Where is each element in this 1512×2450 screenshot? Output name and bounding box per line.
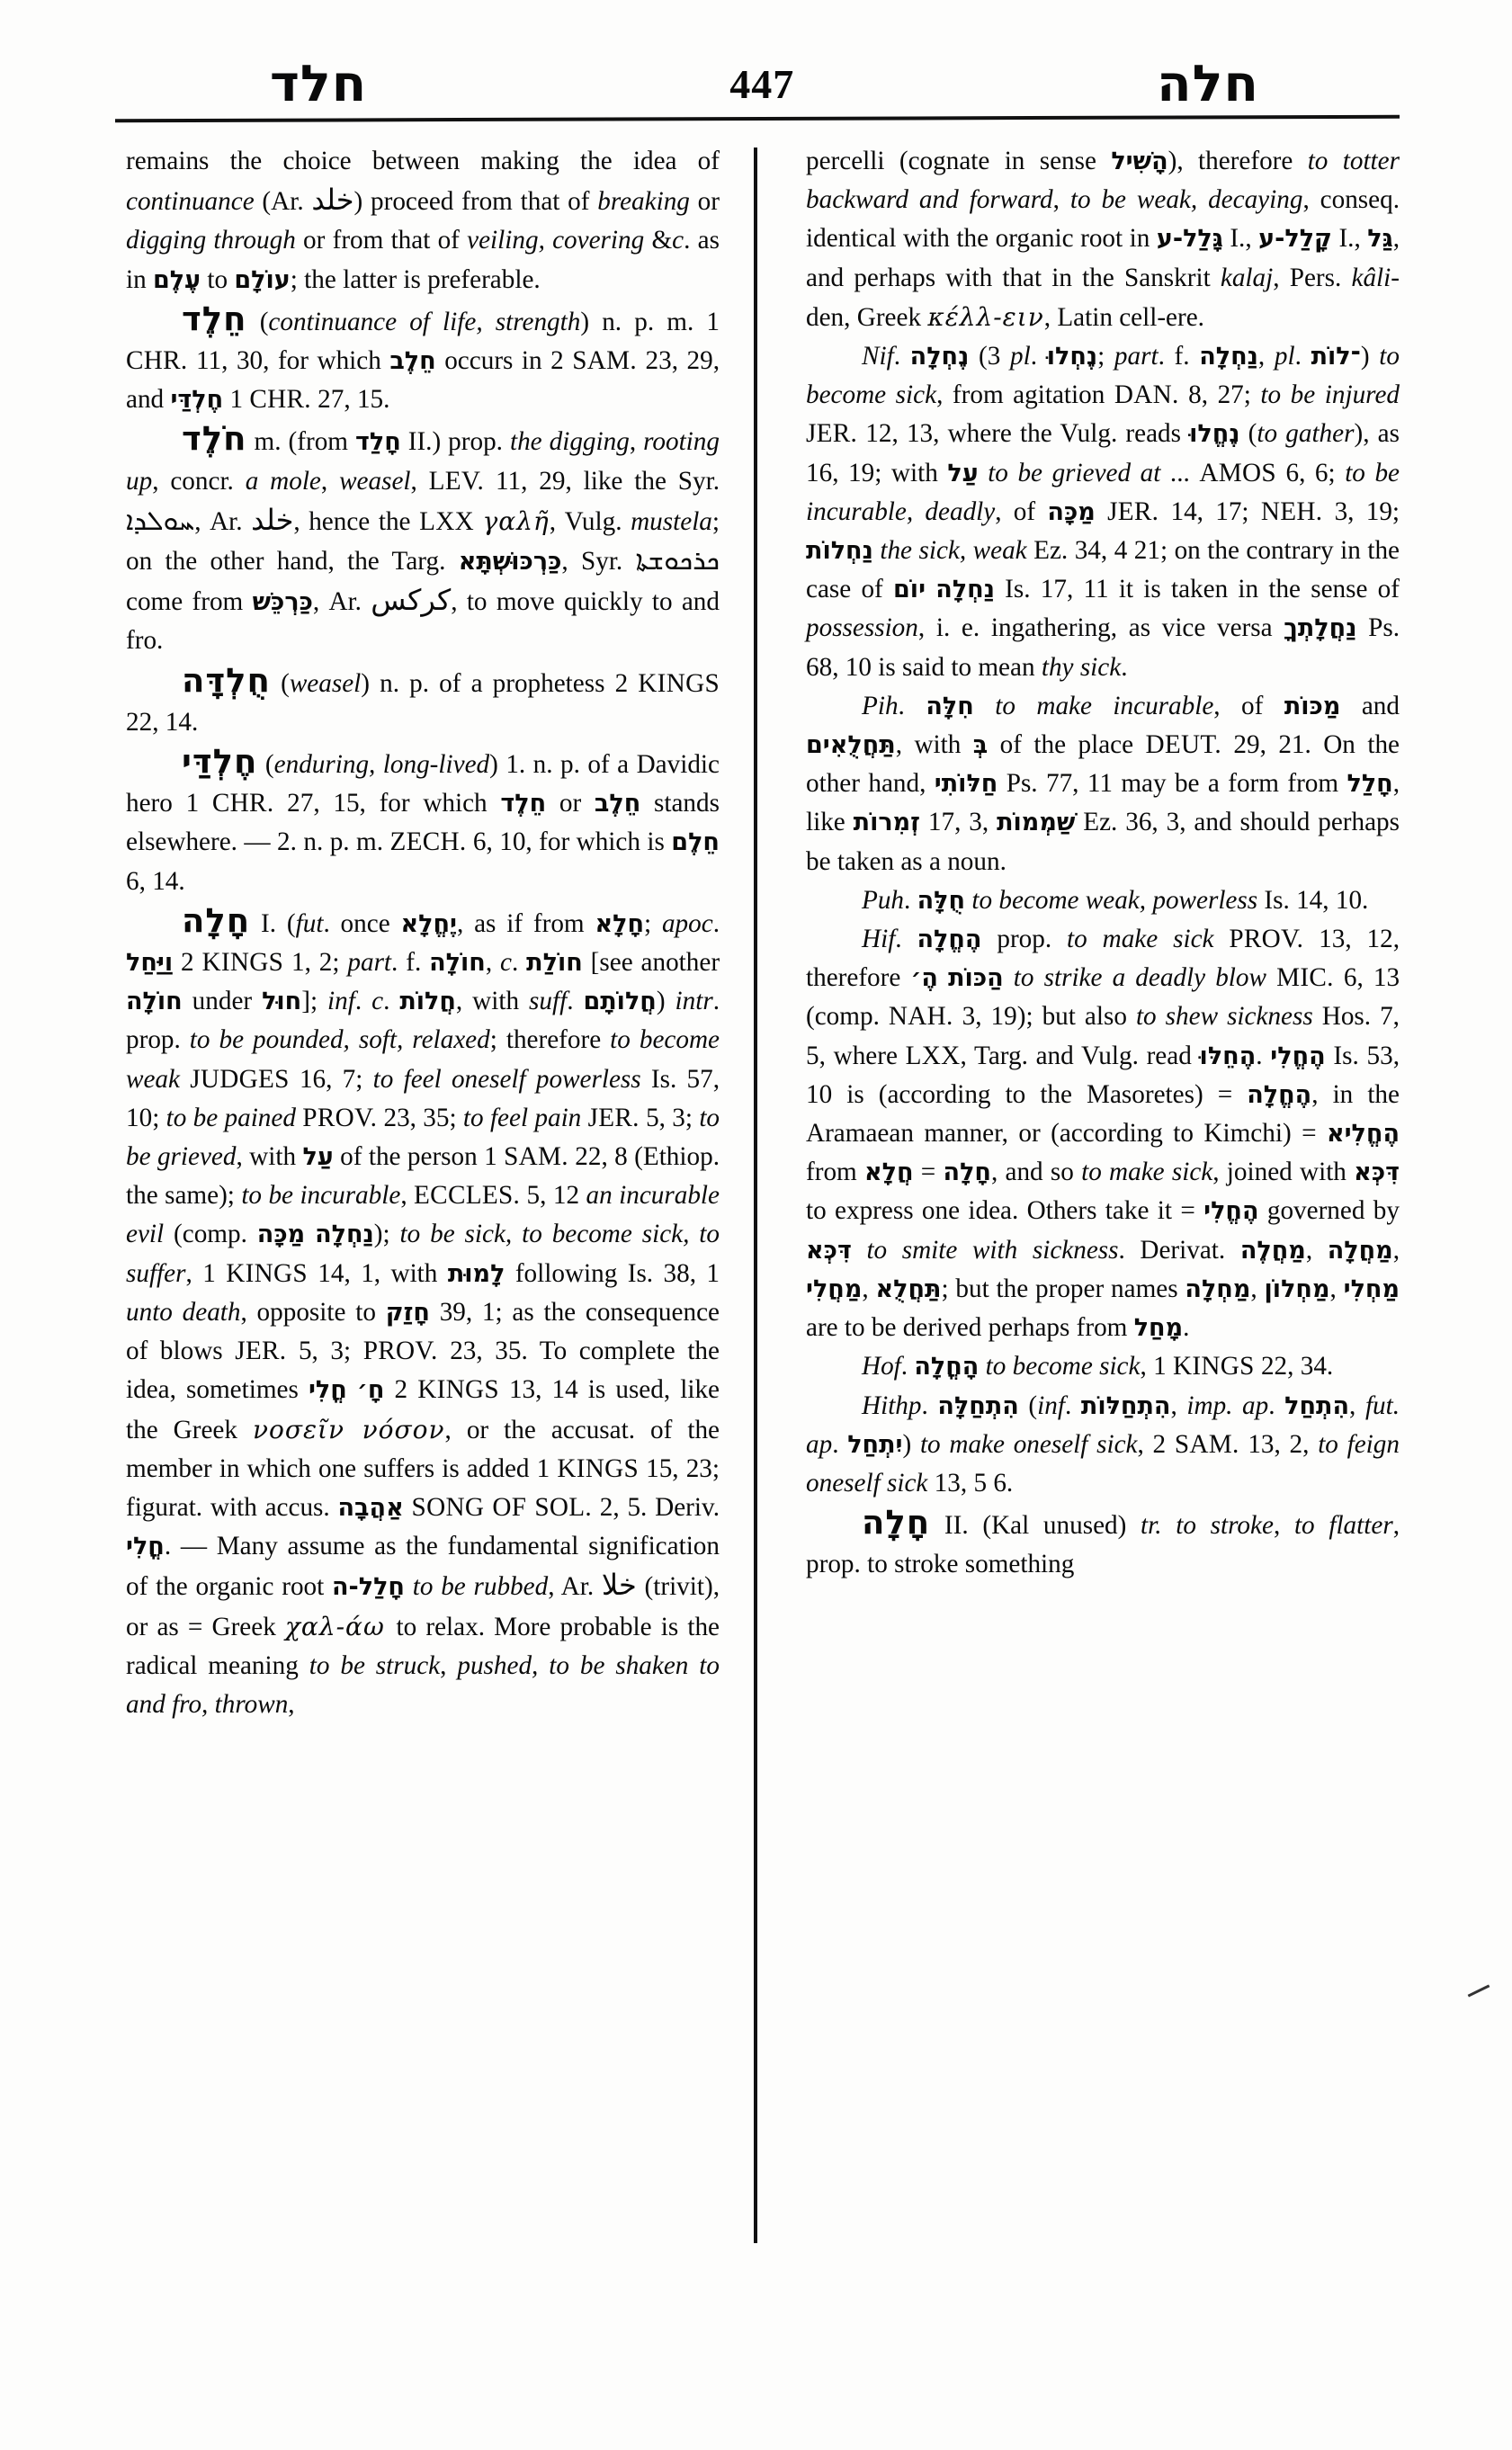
paragraph-text: חָלָה II. (Kal unused) tr. to stroke, to flatter, prop. to stroke something — [806, 1503, 1400, 1579]
hebrew-text: נַחְלָה — [315, 1221, 374, 1249]
hebrew-text: הֶ׳ — [910, 964, 938, 993]
entry-lemma: חָלָה — [182, 900, 251, 940]
hebrew-text: חָלָה — [943, 1158, 991, 1187]
hebrew-text: הֶחֱלִי — [1270, 1042, 1326, 1070]
running-head-left-hebrew: חלד — [270, 55, 368, 113]
paragraph-text: Hithp. הִתְחַלָּה (inf. הִתְחַלּוֹת, imp. ap. הִתְחַל, fut. ap. יִתְחַל) to make oneself sick, 2 SAM. 13, 2, to feign oneself sick 13, 5 6. — [806, 1390, 1400, 1498]
hebrew-text: חֲלָא — [864, 1158, 914, 1187]
hebrew-text: אַהֲבָה — [337, 1493, 404, 1522]
italic-gloss: c — [371, 987, 384, 1016]
scripture-abbrev: SAM. — [1174, 1429, 1239, 1459]
hebrew-text: יוֹם — [893, 576, 926, 604]
header-rule — [115, 115, 1400, 122]
entry-lemma: חֻלְדָּה — [182, 660, 271, 700]
hebrew-text: גָּלַל-ע — [1156, 225, 1223, 254]
arabic-text: كركس — [371, 583, 452, 618]
entry-chuldah — [126, 661, 720, 742]
entry-choled — [126, 419, 720, 660]
hebrew-text: עֶלֶם — [153, 265, 201, 294]
italic-gloss: pushed, to be shaken to and fro, thrown — [126, 1650, 720, 1719]
scripture-abbrev: KINGS — [226, 1258, 308, 1288]
italic-gloss: to be pained — [166, 1103, 296, 1132]
italic-gloss: pl — [1274, 342, 1295, 371]
scripture-abbrev: PROV. — [362, 1337, 438, 1366]
hebrew-text: הַכּוֹת — [948, 964, 1004, 993]
scripture-abbrev: CHR. — [249, 385, 311, 415]
italic-gloss: to feign oneself sick — [806, 1429, 1400, 1498]
italic-gloss: inf — [1037, 1390, 1065, 1420]
italic-gloss: unto death — [126, 1297, 241, 1327]
hebrew-text: עַל — [947, 459, 979, 487]
scripture-abbrev: JER. — [1107, 496, 1159, 526]
syriac-text: ܚܘܠܕܐ — [126, 505, 195, 537]
italic-gloss: Pih — [862, 691, 899, 720]
italic-gloss: mustela — [631, 506, 712, 536]
hebrew-text: נַחְלָה — [1199, 343, 1258, 371]
paragraph — [806, 142, 1400, 337]
page-number: 447 — [729, 61, 795, 107]
hebrew-text: חֵלֶב — [389, 347, 436, 376]
paragraph — [126, 142, 720, 300]
scripture-abbrev: LXX — [419, 506, 474, 536]
entry-lemma: חֵלֶד — [182, 299, 247, 338]
hebrew-text: חָ׳ — [356, 1376, 385, 1405]
italic-gloss: fut. ap — [806, 1390, 1400, 1459]
hebrew-text: חֻלָּה — [917, 886, 966, 915]
hebrew-text: מַכּוֹת — [1284, 692, 1341, 720]
italic-gloss: continuance of life, strength — [268, 307, 581, 336]
scripture-abbrev: JER. — [587, 1103, 640, 1132]
italic-gloss: possession — [806, 613, 918, 643]
paragraph-text: Hif. הֶחֱלָה prop. to make sick PROV. 13, 12, therefore הֶ׳ הַכּוֹת to strike a deadly blow MIC. 6, 13 (comp. NAH. 3, 19); but also to shew sickness Hos. 7, 5, where LXX, Targ. and Vulg. read הֶחֵלּוּ. הֶחֱלִי Is. 53, 10 is (according to the Masoretes) = הֶחֱלָה, in the Aramaean manner, or (according to Kimchi) = הֶחֱלִיא from חֲלָא = חָלָה, and so to make sick, joined with דִּכְּא to express one idea. Others take it = הֶחֱלִי governed by דִּכְּא to smite with sickness. Derivat. מַחֲלֶה, מַחֲלָה, מַחֲלִי, תַּחֲלֻא; but the proper names מַחְלָה, מַחְלוֹן, מַחְלִי are to be derived perhaps from מָחַל. — [806, 925, 1400, 1343]
italic-gloss: to feel oneself powerless — [372, 1064, 641, 1094]
entry-chalah-two — [806, 1503, 1400, 1584]
italic-gloss: Hif — [862, 925, 896, 954]
arabic-text: خلد — [311, 183, 354, 218]
hebrew-text: חוֹלָה — [429, 949, 486, 978]
scripture-abbrev: KINGS — [417, 1375, 499, 1405]
hebrew-text: הֶחֱלִי — [1203, 1197, 1259, 1226]
hebrew-text: חֵלֶב — [594, 790, 641, 818]
hebrew-text: חוֹלַת — [526, 949, 583, 978]
stem-hofal — [806, 1347, 1400, 1386]
italic-gloss: the sick, weak — [880, 536, 1027, 566]
hebrew-text: כַּרְכּוּשְׁתָּא — [458, 548, 562, 577]
italic-gloss: suff — [529, 987, 568, 1016]
hebrew-text: מַחְלִי — [1343, 1274, 1400, 1303]
scripture-abbrev: SONG OF SOL. — [411, 1492, 592, 1522]
italic-gloss: to make sick — [1067, 925, 1214, 954]
arabic-text: خلد — [251, 502, 294, 537]
hebrew-text: הִתְחַלּוֹת — [1080, 1391, 1171, 1420]
italic-gloss: to be struck — [309, 1650, 441, 1680]
hebrew-text: ־לוֹת — [1311, 343, 1361, 371]
hebrew-text: חֳלִי — [308, 1376, 347, 1405]
scripture-abbrev: SAM. — [572, 346, 637, 376]
hebrew-text: מַחְלָה — [1185, 1274, 1251, 1303]
scripture-abbrev: LEV. — [428, 466, 485, 496]
scripture-abbrev: PROV. — [1229, 925, 1304, 954]
paragraph-text: remains the choice between making the idea of continuance (Ar. خلد) proceed from that of breaking or digging through or from that of veiling, covering &c. as in עֶלֶם to עוֹלָם; the latter is preferable. — [126, 147, 720, 294]
hebrew-text: הֶחֱלִיא — [1326, 1120, 1400, 1149]
hebrew-text: חֲלוֹתָם — [583, 988, 657, 1016]
scripture-abbrev: CHR. — [211, 789, 274, 818]
greek-text: νοσεῖν νόσον — [253, 1414, 445, 1444]
hebrew-text: זְמִרוֹת — [853, 809, 920, 837]
paragraph-text: חֻלְדָּה (weasel) n. p. of a prophetess 2 KINGS 22, 14. — [126, 660, 720, 737]
hebrew-text: מַחֲלֶה — [1239, 1236, 1306, 1265]
hebrew-text: תַּחֲלֻא — [875, 1274, 942, 1303]
hebrew-text: נַחְלָה — [935, 576, 995, 604]
hebrew-text: חֳלִי — [126, 1533, 165, 1561]
greek-text: χαλ-άω — [284, 1611, 397, 1641]
hebrew-text: שַׁמְמוֹת — [997, 809, 1076, 837]
hebrew-text: חֲלוֹת — [399, 988, 456, 1016]
hebrew-text: הָחֳלָה — [914, 1353, 980, 1381]
italic-gloss: weasel — [339, 466, 411, 496]
hebrew-text: תַּחֲלֻאִים — [806, 731, 896, 760]
hebrew-text: גַּל — [1367, 225, 1393, 254]
running-head — [126, 43, 1394, 113]
hebrew-text: חֵלֶם — [671, 828, 720, 857]
hebrew-text: חָלָא — [595, 909, 644, 938]
hebrew-text: חָלַד — [354, 428, 401, 457]
paragraph-text: חֶלְדַּי (enduring, long-lived) 1. n. p. of a Davidic hero 1 CHR. 27, 15, for which חֵלֶד or חֵלֶב stands elsewhere. — 2. n. p. m. ZECH. 6, 10, for which is חֵלֶם 6, 14. — [126, 742, 720, 896]
scripture-abbrev: ZECH. — [389, 827, 467, 857]
italic-gloss: to become sick — [985, 1352, 1141, 1381]
italic-gloss: c — [672, 226, 684, 255]
italic-gloss: to flatter — [1293, 1511, 1393, 1541]
italic-gloss: to gather — [1257, 419, 1355, 449]
scripture-abbrev: JER. — [235, 1337, 287, 1366]
hebrew-text: הִתְחַל — [1284, 1391, 1350, 1420]
hebrew-text: מַחֲלָה — [1327, 1236, 1393, 1265]
italic-gloss: apoc — [661, 908, 713, 938]
hebrew-text: כַּרְכֵּשׁ — [252, 588, 313, 617]
scripture-abbrev: DEUT. — [1145, 730, 1221, 760]
text-body — [126, 142, 1401, 2391]
stem-hithpael — [806, 1387, 1400, 1504]
running-head-right-hebrew: חלה — [1157, 55, 1259, 113]
hebrew-text: מַכָּה — [256, 1221, 306, 1249]
scripture-abbrev: NAH. — [888, 1002, 953, 1032]
hebrew-text: נֶחְלוּ — [1046, 343, 1098, 371]
stem-nifal — [806, 337, 1400, 687]
hebrew-text: קָלַל-ע — [1258, 225, 1332, 254]
italic-gloss: to smite with sickness — [866, 1235, 1119, 1265]
paragraph-text: חֵלֶד (continuance of life, strength) n. p. m. 1 CHR. 11, 30, for which חֵלֶב occurs in 2 SAM. 23, 29, and חֶלְדַּי 1 CHR. 27, 15. — [126, 299, 720, 415]
paragraph-text: Puh. חֻלָּה to become weak, powerless Is. 14, 10. — [862, 885, 1369, 915]
hebrew-text: חַלּוֹתִי — [934, 770, 998, 799]
italic-gloss: kâli — [1351, 263, 1391, 292]
paragraph-text: percelli (cognate in sense הָשִׁיל), therefore to totter backward and forward, to be weak, decaying, conseq. identical with the organic root in גָּלַל-ע I., קָלַל-ע I., גַּל, and perhaps with that in the Sanskrit kalaj, Pers. kâli-den, Greek κέλλ-ειν, Latin cell-ere. — [806, 147, 1400, 332]
italic-gloss: digging through — [126, 226, 296, 255]
italic-gloss: to be incurable, deadly — [806, 458, 1400, 526]
hebrew-text: יֶחֱלָא — [400, 909, 457, 938]
hebrew-text: הֶחֱלָה — [1247, 1080, 1312, 1109]
hebrew-text: מָחַל — [1133, 1314, 1184, 1343]
entry-cheldai — [126, 742, 720, 901]
scripture-abbrev: KINGS — [201, 948, 284, 978]
hebrew-text: נֶחֱלוּ — [1189, 420, 1240, 449]
italic-gloss: to become weak, powerless — [971, 885, 1258, 915]
hebrew-text: מַחְלוֹן — [1264, 1274, 1330, 1303]
italic-gloss: to be rubbed — [412, 1572, 549, 1602]
italic-gloss: weasel — [289, 668, 362, 698]
entry-lemma: חֹלֶד — [182, 419, 247, 459]
greek-text: γαλῆ — [482, 505, 550, 536]
italic-gloss: intr — [675, 987, 713, 1016]
italic-gloss: inf — [327, 987, 355, 1016]
hebrew-text: חֵלֶד — [500, 790, 547, 818]
column-divider — [754, 148, 757, 2243]
hebrew-text: נֶחְלָה — [909, 343, 970, 371]
hebrew-text: וַיַּחַל — [126, 949, 174, 978]
scripture-abbrev: DAN. — [1114, 380, 1179, 410]
syriac-text: ܟܪܟܘܫܬܐ — [635, 545, 720, 577]
italic-gloss: to become weak — [126, 1025, 720, 1094]
arabic-text: خلا — [601, 1568, 637, 1603]
hebrew-text: עוֹלָם — [234, 265, 291, 294]
italic-gloss: to make incurable — [995, 691, 1214, 720]
italic-gloss: part — [347, 948, 392, 978]
italic-gloss: continuance — [126, 187, 255, 217]
italic-gloss: Puh — [862, 885, 905, 915]
italic-gloss: to be incurable — [241, 1181, 401, 1211]
italic-gloss: veiling, covering — [467, 226, 645, 255]
hebrew-text: הָשִׁיל — [1111, 148, 1168, 175]
italic-gloss: c — [500, 948, 512, 978]
hebrew-text: דִּכְּא — [806, 1236, 852, 1265]
italic-gloss: to be pounded, soft, relaxed — [189, 1025, 490, 1055]
italic-gloss: enduring, long-lived — [273, 750, 490, 780]
scripture-abbrev: AMOS — [1199, 458, 1276, 487]
entry-lemma: חָלָה — [862, 1503, 931, 1542]
left-column — [126, 142, 741, 2391]
italic-gloss: to be injured — [1260, 380, 1400, 410]
italic-gloss: a mole — [245, 466, 321, 496]
entry-cheled-np — [126, 300, 720, 420]
hebrew-text: חוֹלָה — [126, 988, 183, 1016]
entry-chalah-one — [126, 901, 720, 1724]
italic-gloss: to be weak, decaying — [1069, 185, 1303, 215]
hebrew-text: חָלַל-ה — [332, 1573, 405, 1602]
italic-gloss: rooting up — [126, 427, 720, 496]
entry-lemma: חֶלְדַּי — [182, 742, 258, 782]
hebrew-text: נַחְלוֹת — [806, 537, 873, 566]
hebrew-text: חוּל — [262, 988, 302, 1016]
italic-gloss: thy sick — [1041, 652, 1122, 682]
italic-gloss: tr. to stroke — [1141, 1511, 1274, 1541]
italic-gloss: fut — [295, 908, 324, 938]
scripture-abbrev: PROV. — [302, 1103, 378, 1132]
italic-gloss: to be grieved at — [988, 458, 1161, 487]
italic-gloss: to strike a deadly blow — [1013, 963, 1266, 993]
italic-gloss: to be grieved — [126, 1103, 720, 1172]
greek-text: κέλλ-ειν — [927, 301, 1044, 332]
hebrew-text: נַחֲלָתְךָ — [1284, 614, 1357, 643]
italic-gloss: Hof — [862, 1352, 901, 1381]
italic-gloss: to become sick — [522, 1220, 684, 1249]
italic-gloss: to totter backward and forward — [806, 147, 1400, 215]
scripture-abbrev: NEH. — [1260, 496, 1323, 526]
hebrew-text: חִלָּה — [926, 692, 974, 720]
scripture-abbrev: JUDGES — [190, 1064, 290, 1094]
scripture-abbrev: KINGS — [557, 1453, 639, 1483]
italic-gloss: breaking — [597, 187, 690, 217]
hebrew-text: הִתְחַלָּה — [937, 1391, 1019, 1420]
hebrew-text: הֶחֵלּוּ — [1199, 1042, 1257, 1070]
italic-gloss: to become sick — [806, 342, 1400, 410]
italic-gloss: to shew sickness — [1135, 1002, 1313, 1032]
paragraph-text: חֹלֶד m. (from חָלַד II.) prop. the digging, rooting up, concr. a mole, weasel, LEV. 11, 29, like the Syr. ܚܘܠܕܐ, Ar. خلد, hence the LXX γαλῆ, Vulg. mustela; on the other hand, the Targ. כַּרְכּוּשְׁתָּא, Syr. ܟܪܟܘܫܬܐ come from כַּרְכֵּשׁ, Ar. كركس, to move quickly to and fro. — [126, 419, 720, 656]
hebrew-text: יִתְחַל — [847, 1430, 903, 1459]
hebrew-text: מַכָּה — [1047, 497, 1096, 526]
hebrew-text: מַחֲלִי — [806, 1274, 863, 1303]
hebrew-text: דִּכְּא — [1354, 1158, 1400, 1187]
italic-gloss: imp. ap — [1186, 1390, 1269, 1420]
italic-gloss: the digging — [509, 427, 630, 457]
scripture-abbrev: MIC. — [1276, 963, 1334, 993]
scripture-abbrev: LXX — [905, 1041, 961, 1070]
italic-gloss: part — [1114, 342, 1159, 371]
right-column — [770, 142, 1400, 2391]
stray-ink-mark — [1468, 1984, 1490, 1997]
scripture-abbrev: SAM. — [504, 1142, 568, 1172]
paragraph-text: Hof. הָחֳלָה to become sick, 1 KINGS 22, 34. — [862, 1352, 1334, 1381]
italic-gloss: to feel pain — [462, 1103, 582, 1132]
scripture-abbrev: CHR. — [126, 346, 188, 376]
scripture-abbrev: KINGS — [1172, 1352, 1255, 1381]
hebrew-text: הֶחֱלָה — [917, 925, 982, 954]
hebrew-text: לָמוּת — [447, 1259, 505, 1288]
italic-gloss: to make oneself sick — [919, 1429, 1138, 1459]
italic-gloss: to be sick, to become sick, to suffer — [126, 1220, 720, 1288]
italic-gloss: Hithp — [862, 1390, 922, 1420]
hebrew-text: חָלַל — [1346, 770, 1393, 799]
scripture-abbrev: KINGS — [638, 668, 720, 698]
stem-piel — [806, 687, 1400, 881]
hebrew-text: חֶלְדַּי — [170, 386, 224, 415]
italic-gloss: to make sick — [1081, 1158, 1213, 1187]
scripture-abbrev: JER. — [806, 419, 858, 449]
hebrew-text: עַל — [302, 1143, 334, 1172]
stem-pual — [806, 881, 1400, 920]
paragraph-text: Nif. נֶחְלָה (3 pl. נֶחְלוּ; part. f. נַחְלָה, pl. ־לוֹת) to become sick, from agitation DAN. 8, 27; to be injured JER. 12, 13, where the Vulg. reads נֶחֱלוּ (to gather), as 16, 19; with עַל to be grieved at ... AMOS 6, 6; to be incurable, deadly, of מַכָּה JER. 14, 17; NEH. 3, 19; נַחְלוֹת the sick, weak Ez. 34, 4 21; on the contrary in the case of יוֹם נַחְלָה Is. 17, 11 it is taken in the sense of possession, i. e. ingathering, as vice versa נַחֲלָתְךָ Ps. 68, 10 is said to mean thy sick. — [806, 342, 1400, 682]
italic-gloss: an incurable evil — [126, 1181, 720, 1249]
paragraph-text: חָלָה I. (fut. once יֶחֱלָא, as if from חָלָא; apoc. וַיַּחַל 2 KINGS 1, 2; part. f. חוֹלָה, c. חוֹלַת [see another חוֹלָה under חוּל]; inf. c. חֲלוֹת, with suff. חֲלוֹתָם) intr. prop. to be pounded, soft, relaxed; therefore to become weak JUDGES 16, 7; to feel oneself powerless Is. 57, 10; to be pained PROV. 23, 35; to feel pain JER. 5, 3; to be grieved, with עַל of the person 1 SAM. 22, 8 (Ethiop. the same); to be incurable, ECCLES. 5, 12 an incurable evil (comp. מַכָּה נַחְלָה); to be sick, to become sick, to suffer, 1 KINGS 14, 1, with לָמוּת following Is. 38, 1 unto death, opposite to חָזַק 39, 1; as the consequence of blows JER. 5, 3; PROV. 23, 35. To complete the idea, sometimes חֳלִי חָ׳ 2 KINGS 13, 14 is used, like the Greek νοσεῖν νόσον, or the accusat. of the member in which one suffers is added 1 KINGS 15, 23; figurat. with accus. אַהֲבָה SONG OF SOL. 2, 5. Deriv. חֳלִי. — Many assume as the fundamental signification of the organic root חָלַל-ה to be rubbed, Ar. خلا (trivit), or as = Greek χαλ-άω to relax. More probable is the radical meaning to be struck, pushed, to be shaken to and fro, thrown, — [126, 900, 720, 1719]
hebrew-text: בְּ — [972, 731, 989, 760]
paragraph-text: Pih. חִלָּה to make incurable, of מַכּוֹת and תַּחֲלֻאִים, with בְּ of the place DEUT. 29, 21. On the other hand, חַלּוֹתִי Ps. 77, 11 may be a form from חָלַל, like זְמִרוֹת 17, 3, שַׁמְמוֹת Ez. 36, 3, and should perhaps be taken as a noun. — [806, 691, 1400, 876]
italic-gloss: kalaj — [1220, 263, 1274, 292]
italic-gloss: pl — [1010, 342, 1031, 371]
hebrew-text: חָזַק — [385, 1298, 430, 1327]
italic-gloss: Nif — [862, 342, 894, 371]
stem-hifil — [806, 920, 1400, 1347]
scripture-abbrev: ECCLES. — [414, 1181, 521, 1211]
